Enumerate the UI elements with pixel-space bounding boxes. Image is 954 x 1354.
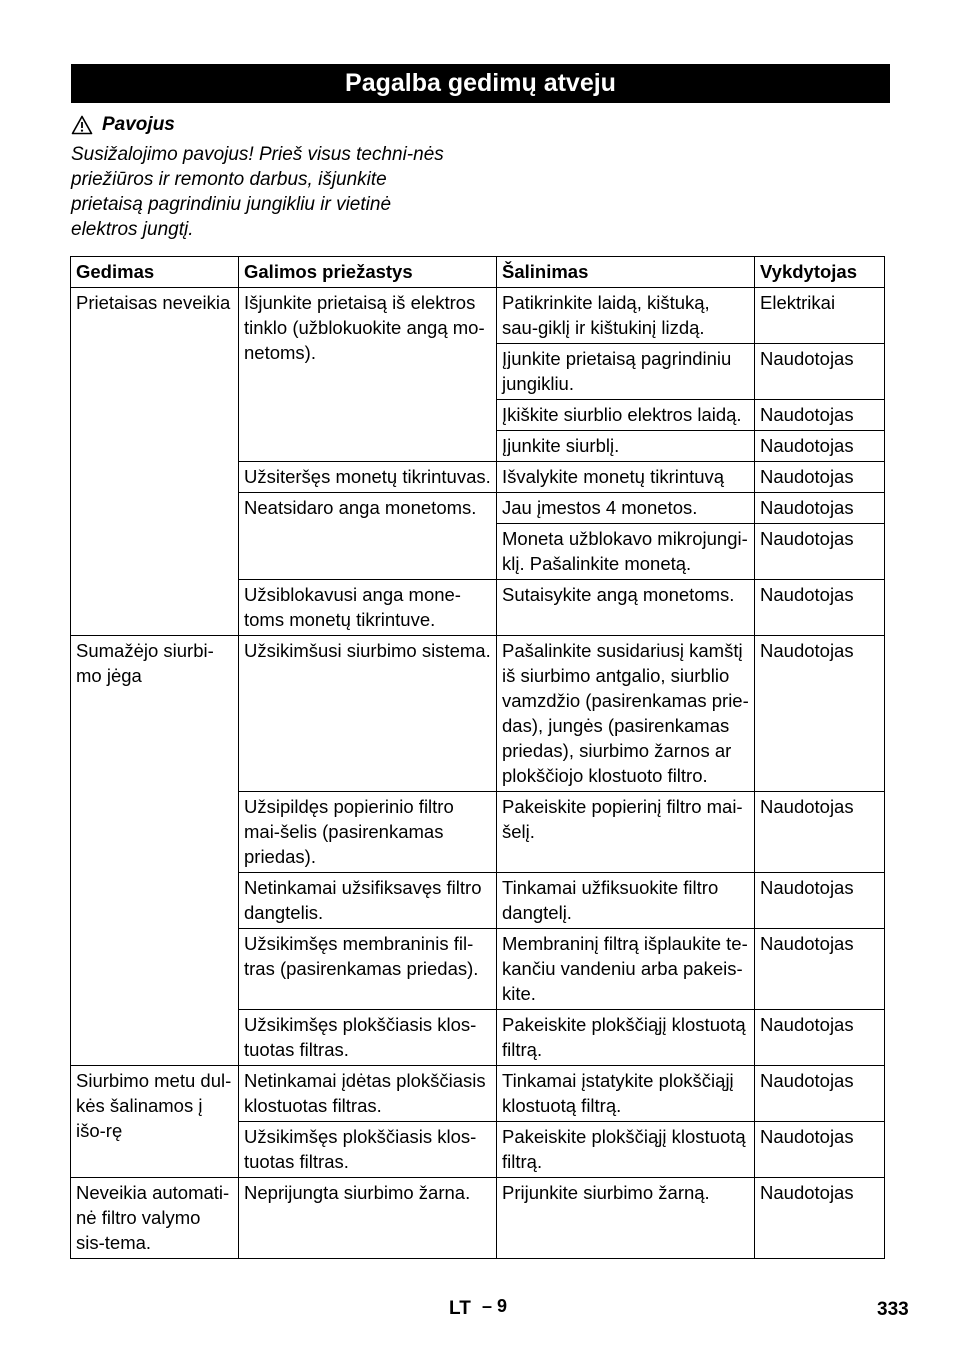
remedy-cell: Moneta užblokavo mikrojungi-klį. Pašalinkite monetą. [497, 524, 755, 580]
header-remedy: Šalinimas [497, 257, 755, 288]
performer-cell: Naudotojas [755, 493, 885, 524]
remedy-cell: Pakeiskite plokščiąjį klostuotą filtrą. [497, 1122, 755, 1178]
footer-section-page: – 9 [482, 1296, 508, 1316]
cause-cell: Užsiteršęs monetų tikrintuvas. [239, 462, 497, 493]
performer-cell: Naudotojas [755, 580, 885, 636]
performer-cell: Naudotojas [755, 524, 885, 580]
remedy-cell: Jau įmestos 4 monetos. [497, 493, 755, 524]
performer-cell: Naudotojas [755, 1122, 885, 1178]
warning-heading: Pavojus [102, 114, 175, 135]
remedy-cell: Patikrinkite laidą, kištuką, sau-giklį ir kištukinį lizdą. [497, 288, 755, 344]
performer-cell: Naudotojas [755, 400, 885, 431]
remedy-cell: Įjunkite siurblį. [497, 431, 755, 462]
header-performer: Vykdytojas [755, 257, 885, 288]
performer-cell: Naudotojas [755, 344, 885, 400]
performer-cell: Elektrikai [755, 288, 885, 344]
cause-cell: Užsikimšusi siurbimo sistema. [239, 636, 497, 792]
remedy-cell: Pakeiskite popierinį filtro mai-šelį. [497, 792, 755, 873]
cause-cell: Užsipildęs popierinio filtro mai-šelis (pasirenkamas priedas). [239, 792, 497, 873]
performer-cell: Naudotojas [755, 1010, 885, 1066]
fault-cell: Sumažėjo siurbi-mo jėga [71, 636, 239, 1066]
table-row [71, 288, 885, 344]
troubleshooting-table [70, 256, 885, 1259]
warning-text: Susižalojimo pavojus! Prieš visus techni-nės priežiūros ir remonto darbus, išjunkite prietaisą pagrindiniu jungikliu ir vietinė elektros jungtį. [71, 144, 444, 240]
cause-cell: Neatsidaro anga monetoms. [239, 493, 497, 580]
fault-cell: Siurbimo metu dul-kės šalinamos į išo-rę [71, 1066, 239, 1178]
performer-cell: Naudotojas [755, 1066, 885, 1122]
remedy-cell: Tinkamai užfiksuokite filtro dangtelį. [497, 873, 755, 929]
remedy-cell: Įkiškite siurblio elektros laidą. [497, 400, 755, 431]
cause-cell: Išjunkite prietaisą iš elektros tinklo (užblokuokite angą mo-netoms). [239, 288, 497, 462]
header-fault: Gedimas [71, 257, 239, 288]
fault-cell: Prietaisas neveikia [71, 288, 239, 636]
performer-cell: Naudotojas [755, 431, 885, 462]
warning-block [71, 112, 471, 242]
remedy-cell: Pašalinkite susidariusį kamštį iš siurbimo antgalio, siurblio vamzdžio (pasirenkamas prie-das), jungės (pasirenkamas priedas), siurbimo žarnos ar plokščiojo klostuoto filtro. [497, 636, 755, 792]
table-body [71, 288, 885, 1259]
footer-page-number: 333 [877, 1299, 909, 1320]
table-row [71, 1066, 885, 1122]
cause-cell: Netinkamai užsifiksavęs filtro dangtelis. [239, 873, 497, 929]
remedy-cell: Membraninį filtrą išplaukite te-kančiu vandeniu arba pakeis-kite. [497, 929, 755, 1010]
remedy-cell: Įjunkite prietaisą pagrindiniu jungikliu. [497, 344, 755, 400]
remedy-cell: Sutaisykite angą monetoms. [497, 580, 755, 636]
cause-cell: Užsikimšęs membraninis fil-tras (pasirenkamas priedas). [239, 929, 497, 1010]
table-header-row [71, 257, 885, 288]
performer-cell: Naudotojas [755, 792, 885, 873]
warning-triangle-icon [71, 115, 93, 135]
remedy-cell: Išvalykite monetų tikrintuvą [497, 462, 755, 493]
performer-cell: Naudotojas [755, 929, 885, 1010]
cause-cell: Užsikimšęs plokščiasis klos-tuotas filtras. [239, 1010, 497, 1066]
cause-cell: Neprijungta siurbimo žarna. [239, 1178, 497, 1259]
remedy-cell: Pakeiskite plokščiąjį klostuotą filtrą. [497, 1010, 755, 1066]
cause-cell: Netinkamai įdėtas plokščiasis klostuotas filtras. [239, 1066, 497, 1122]
table-row [71, 636, 885, 792]
page-title [71, 64, 890, 103]
fault-cell: Neveikia automati-nė filtro valymo sis-tema. [71, 1178, 239, 1259]
performer-cell: Naudotojas [755, 462, 885, 493]
table-row [71, 1178, 885, 1259]
performer-cell: Naudotojas [755, 873, 885, 929]
remedy-cell: Tinkamai įstatykite plokščiąjį klostuotą filtrą. [497, 1066, 755, 1122]
cause-cell: Užsikimšęs plokščiasis klos-tuotas filtras. [239, 1122, 497, 1178]
header-causes: Galimos priežastys [239, 257, 497, 288]
performer-cell: Naudotojas [755, 636, 885, 792]
performer-cell: Naudotojas [755, 1178, 885, 1259]
footer-language: LT [449, 1298, 471, 1319]
warning-heading-row [71, 112, 471, 137]
cause-cell: Užsiblokavusi anga mone-toms monetų tikrintuve. [239, 580, 497, 636]
page-title-text: Pagalba gedimų atveju [345, 69, 616, 97]
remedy-cell: Prijunkite siurbimo žarną. [497, 1178, 755, 1259]
